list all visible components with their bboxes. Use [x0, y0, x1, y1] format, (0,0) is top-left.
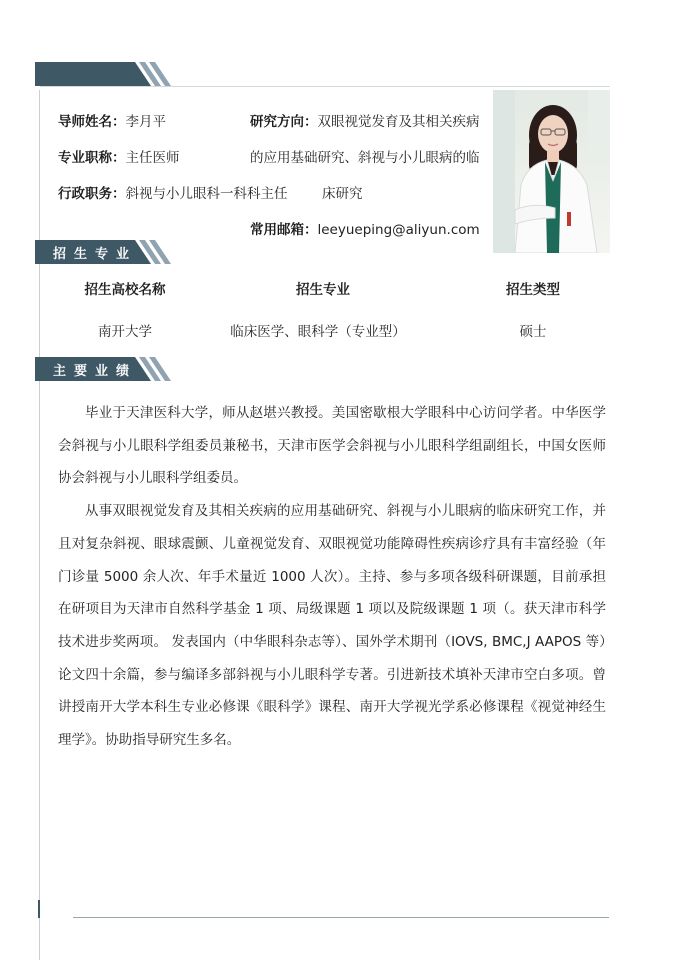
top-rule [40, 86, 610, 87]
advisor-photo [493, 90, 610, 253]
enroll-header-type: 招生类型 [506, 282, 560, 298]
enroll-cell-type: 硕士 [519, 324, 547, 340]
achievements-paragraph-2: 从事双眼视觉发育及其相关疾病的应用基础研究、斜视与小儿眼病的临床研究工作，并且对复杂斜视、眼球震颤、儿童视觉发育、双眼视觉功能障碍性疾病诊疗具有丰富经验（年门诊量 5000 余人次、年手术量近 1000 人次）。主持、参与多项各级科研课题，目前承担在研项目为天津市自然科学基金 1 项、局级课题 1 项以及院级课题 1 项（。获天津市科学技术进步奖两项。 发表国内（中华眼科杂志等）、国外学术期刊（IOVS, BMC,J AAPOS 等）论文四十余篇，参与编译多部斜视与小儿眼科学专著。引进新技术填补天津市空白多项。曾讲授南开大学本科生专业必修课《眼科学》课程、南开大学视光学系必修课程《视觉神经生理学》。协助指导研究生多名。 [58, 503, 606, 749]
bottom-rule [73, 917, 609, 918]
email-label: 常用邮箱： [250, 222, 318, 238]
research-direction-row [250, 110, 480, 130]
enroll-header-school: 招生高校名称 [84, 282, 166, 298]
research-direction-label: 研究方向： [250, 114, 318, 130]
research-direction-line2: 的应用基础研究、斜视与小儿眼病的临 [250, 150, 480, 166]
left-margin-accent [38, 900, 40, 918]
achievements-section-title: 主要业绩 [53, 364, 138, 379]
enroll-header-major: 招生专业 [296, 282, 350, 298]
advisor-name-label: 导师姓名： [58, 114, 126, 130]
research-direction-line1: 双眼视觉发育及其相关疾病 [317, 114, 480, 130]
advisor-name-row [58, 110, 166, 130]
enroll-cell-school: 南开大学 [98, 324, 152, 340]
enroll-cell-major: 临床医学、眼科学（专业型） [230, 324, 406, 340]
professional-title-value: 主任医师 [125, 150, 180, 166]
professional-title-row [58, 146, 180, 166]
advisor-name-value: 李月平 [125, 114, 166, 130]
enroll-section-title: 招生专业 [53, 247, 138, 262]
research-direction-line3: 床研究 [322, 186, 363, 202]
admin-position-label: 行政职务： [58, 186, 126, 202]
achievements-paragraph-1: 毕业于天津医科大学，师从赵堪兴教授。美国密歇根大学眼科中心访问学者。中华医学会斜视与小儿眼科学组委员兼秘书，天津市医学会斜视与小儿眼科学组副组长，中国女医师协会斜视与小儿眼科学组委员。 [58, 405, 606, 487]
email-row [250, 218, 480, 238]
professional-title-label: 专业职称： [58, 150, 126, 166]
achievements-body [58, 397, 606, 757]
left-margin-line [39, 90, 40, 960]
email-value[interactable]: leeyueping@aliyun.com [317, 222, 480, 238]
admin-position-value: 斜视与小儿眼科一科科主任 [125, 186, 288, 202]
admin-position-row [58, 182, 288, 202]
